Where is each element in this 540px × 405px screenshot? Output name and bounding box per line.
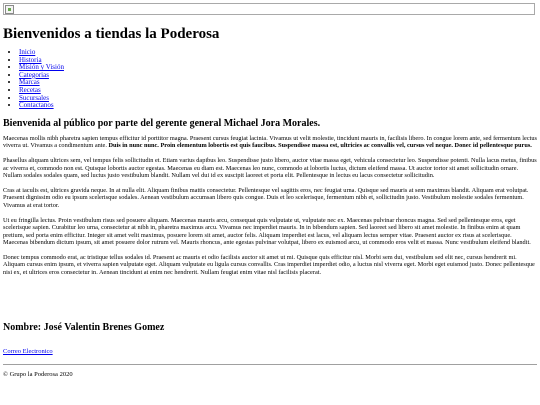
nav-link-historia[interactable]: Historia xyxy=(19,55,42,64)
nav-link-mision-vision[interactable]: Misión y Visión xyxy=(19,63,64,72)
paragraph-1-text: Maecenas mollis nibh pharetra sapien tempus efficitur id porttitor magna. Praesent cursus feugiat lacinia. Vivamus ut velit molestie, tincidunt mauris in, facilisis libero. In congue lorem ante, sed fermentum lectus viverra ut. Vivamus a condimentum ante. xyxy=(3,134,537,150)
nav-item-contactanos xyxy=(19,102,537,110)
nav-link-recetas[interactable]: Recetas xyxy=(19,85,41,94)
nav-item-mision-vision xyxy=(19,64,537,72)
nav-link-marcas[interactable]: Marcas xyxy=(19,78,40,87)
paragraph-1 xyxy=(3,135,537,150)
paragraph-2: Phasellus aliquam ultrices sem, vel tempus felis sollicitudin et. Etiam varius dapibus leo. Suspendisse justo libero, auctor vitae massa eget, vehicula consectetur leo. Suspendisse potenti. Nulla lacus metus, finibus ac viverra et, commodo non est. Quisque lobortis auctor egestas. Maecenas eu diam est. Maecenas leo nunc, commodo at lobortis luctus, dictum eleifend massa. Ut auctor tortor sit amet sollicitudin ornare. Nullam sodales sodales quam, sed luctus justo vestibulum blandit. Nullam vel dui id ex suscipit laoreet et porta elit. Pellentesque in lectus eu lacus consectetur sollicitudin. xyxy=(3,156,537,180)
spacer xyxy=(3,284,537,322)
nav-item-inicio xyxy=(19,49,537,57)
broken-image-icon xyxy=(5,5,14,14)
footer-copyright: © Grupo la Poderosa 2020 xyxy=(3,370,73,378)
contact-name: Nombre: José Valentin Brenes Gomez xyxy=(3,321,165,333)
nav-item-sucursales xyxy=(19,95,537,103)
nav-link-contactanos[interactable]: Contactanos xyxy=(19,101,54,110)
nav-link-sucursales[interactable]: Sucursales xyxy=(19,93,49,102)
nav-item-recetas xyxy=(19,87,537,95)
paragraph-1-bold: Duis in nunc nunc. Proin elementum lobortis est quis faucibus. Suspendisse massa est, ultricies ac convallis vel, cursus vel neque. Donec id pellentesque purus. xyxy=(108,142,532,150)
header-banner-image xyxy=(3,3,535,15)
site-title: Bienvenidos a tiendas la Poderosa xyxy=(3,26,220,42)
paragraph-5: Donec tempus commodo erat, ac tristique tellus sodales id. Praesent ac mauris et odio facilisis auctor sit amet ut mi. Quisque quis efficitur nisl. Morbi sem dui, vestibulum sed elit nec, cursus hendrerit mi. Aliquam cursus enim ipsum, et viverra sapien vulputate eget. Aliquam vulputate eu ligula cursus convallis. Cras imperdiet imperdiet odio, a luctus nisl viverra eget. Morbi eget euismod justo. Donec pellentesque nisi ex, et ultrices eros consectetur in. Aenean tincidunt at enim nec hendrerit. Nullam feugiat enim vitae nisl facilisis placerat. xyxy=(3,253,535,277)
nav-item-marcas xyxy=(19,79,537,87)
nav-item-categorias xyxy=(19,72,537,80)
nav-link-inicio[interactable]: Inicio xyxy=(19,48,36,56)
nav-item-historia xyxy=(19,57,537,65)
footer-divider xyxy=(3,364,537,365)
nav-link-categorias[interactable]: Categorias xyxy=(19,70,49,79)
email-link[interactable]: Correo Electronico xyxy=(3,347,53,355)
paragraph-4: Ut eu fringilla lectus. Proin vestibulum risus sed posuere aliquam. Maecenas mauris arcu, consequat quis vulputate ut, vulputate nec ex. Maecenas pulvinar rhoncus magna. Sed sed pellentesque eros, eget scelerisque sapien. Curabitur leo urna, consectetur at nibh in, pharetra maximus arcu. Vivamus nec imperdiet mauris. In in bibendum sapien. Sed laoreet sed libero sit amet molestie. In finibus enim at quam pretium, sed porta enim efficitur. Integer sit amet velit maximus, posuere lorem sit amet, auctor felis. Aliquam imperdiet est lacus, vel aliquam lectus semper vitae. Praesent auctor ex risus at scelerisque. Maecenas bibendum dictum ipsum, sit amet posuere dolor rutrum vel. Mauris rhoncus, ante egestas pulvinar volutpat, libero ex euismod arcu, ut commodo eros velit et massa. Nunc vestibulum eleifend blandit. xyxy=(3,216,531,247)
main-nav xyxy=(3,49,537,110)
paragraph-3: Cras at iaculis est, ultrices gravida neque. In at nulla elit. Aliquam finibus mattis consectetur. Pellentesque vel sagittis eros, nec feugiat urna. Quisque sed mauris at sem maximus blandit. Aliquam erat volutpat. Praesent dignissim odio eu ipsum scelerisque sodales. Aenean vestibulum accumsan libero quis congue. Duis et leo scelerisque, fermentum nibh et, sollicitudin justo. Vestibulum molestie sodales fermentum. Vivamus at erat tortor. xyxy=(3,186,529,209)
welcome-heading: Bienvenida al público por parte del gerente general Michael Jora Morales. xyxy=(3,117,321,129)
